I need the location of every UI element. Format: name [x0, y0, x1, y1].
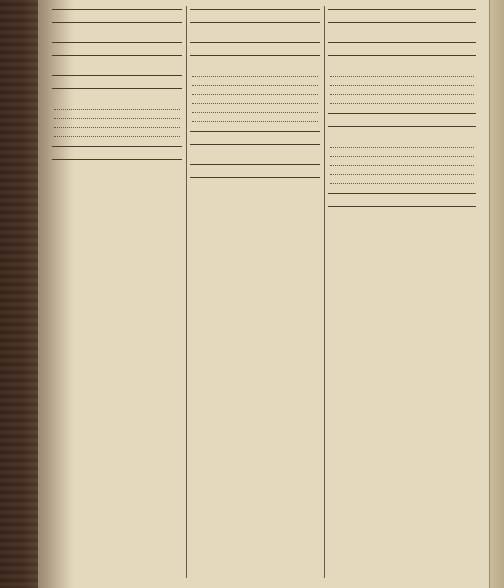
dot-leader	[330, 89, 474, 95]
dot-leader	[330, 98, 474, 104]
notice-text	[328, 27, 476, 36]
notice-heading	[190, 164, 320, 178]
list-item	[328, 160, 476, 169]
list-item	[190, 89, 320, 98]
notice-heading	[328, 42, 476, 56]
list-item	[328, 98, 476, 107]
page-paper	[38, 0, 504, 588]
notice	[190, 131, 320, 158]
dot-leader	[54, 122, 180, 128]
dot-leader	[330, 160, 474, 166]
dot-leader	[330, 178, 474, 184]
text-column-2	[190, 6, 320, 582]
list-item	[328, 89, 476, 98]
notice-text	[328, 211, 476, 220]
notice	[328, 42, 476, 107]
notice-heading	[328, 9, 476, 23]
notice-heading	[190, 131, 320, 145]
list-item	[190, 116, 320, 125]
notice-heading	[328, 113, 476, 127]
notice	[52, 42, 182, 69]
notice-text	[52, 93, 182, 102]
notice-heading	[52, 146, 182, 160]
notice	[190, 164, 320, 191]
dot-leader	[330, 151, 474, 157]
list-item	[328, 142, 476, 151]
notice-heading	[328, 193, 476, 207]
notice	[328, 113, 476, 187]
text-column-3	[328, 6, 476, 582]
notice	[52, 9, 182, 36]
list-item	[190, 80, 320, 89]
column-rule	[324, 6, 325, 578]
notice-text	[52, 27, 182, 36]
notice-item-list	[328, 142, 476, 187]
notice-text	[52, 60, 182, 69]
dot-leader	[330, 80, 474, 86]
list-item	[52, 104, 182, 113]
notice-text	[190, 27, 320, 36]
notice	[52, 75, 182, 140]
list-item	[328, 178, 476, 187]
notice-heading	[52, 9, 182, 23]
dot-leader	[192, 116, 318, 122]
book-spine	[0, 0, 38, 588]
dot-leader	[54, 131, 180, 137]
notice	[190, 9, 320, 36]
dot-leader	[192, 71, 318, 77]
next-page-edge	[489, 0, 504, 588]
list-item	[52, 131, 182, 140]
notice-item-list	[328, 71, 476, 107]
notice-item-list	[190, 71, 320, 125]
notice-heading	[52, 75, 182, 89]
notice	[328, 9, 476, 36]
dot-leader	[192, 107, 318, 113]
list-item	[190, 71, 320, 80]
notice-text	[328, 131, 476, 140]
list-item	[52, 122, 182, 131]
dot-leader	[54, 104, 180, 110]
notice	[52, 146, 182, 173]
dot-leader	[330, 169, 474, 175]
notice-item-list	[52, 104, 182, 140]
dot-leader	[192, 80, 318, 86]
notice-heading	[190, 9, 320, 23]
list-item	[190, 98, 320, 107]
notice-text	[52, 164, 182, 173]
notice-text	[190, 60, 320, 69]
column-rule	[186, 6, 187, 578]
dot-leader	[330, 71, 474, 77]
list-item	[52, 113, 182, 122]
notice-heading	[52, 42, 182, 56]
list-item	[190, 107, 320, 116]
notice	[328, 193, 476, 220]
dot-leader	[192, 89, 318, 95]
notice-text	[328, 60, 476, 69]
dot-leader	[192, 98, 318, 104]
list-item	[328, 151, 476, 160]
notice	[190, 42, 320, 125]
list-item	[328, 80, 476, 89]
dot-leader	[330, 142, 474, 148]
text-column-1	[52, 6, 182, 582]
notice-text	[190, 182, 320, 191]
dot-leader	[54, 113, 180, 119]
list-item	[328, 71, 476, 80]
list-item	[328, 169, 476, 178]
notice-heading	[190, 42, 320, 56]
notice-text	[190, 149, 320, 158]
